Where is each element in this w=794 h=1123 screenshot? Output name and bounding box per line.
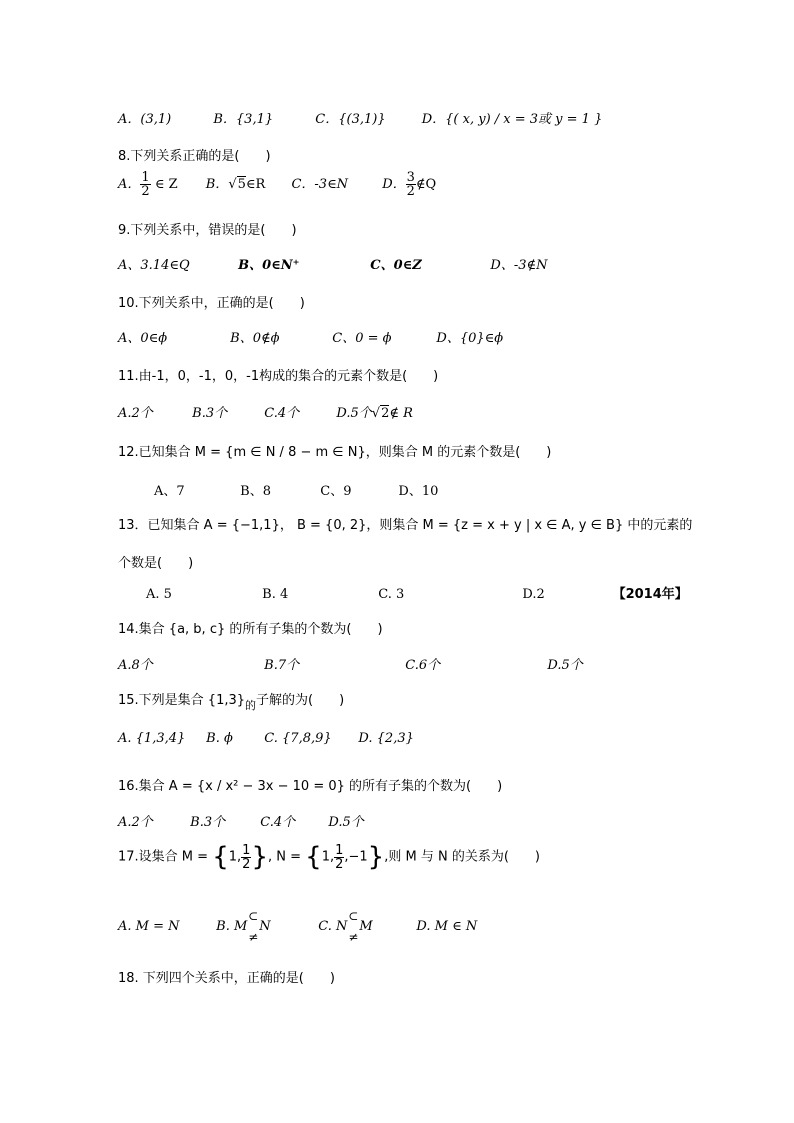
q13-option-a: A. 5 [146, 587, 172, 602]
q15-option-d: D. {2,3} [358, 731, 414, 746]
q17-m-num: 1 [242, 842, 251, 858]
q17-options [118, 909, 478, 944]
q17-b-end: N [259, 919, 271, 934]
q8-a-rest: ∈ Z [154, 177, 178, 192]
q10-option-a: A、0∈ϕ [118, 331, 168, 346]
q17-n-one: 1, [321, 849, 335, 865]
q11-option-a: A.2个 [118, 406, 153, 421]
q12-option-b: B、8 [240, 484, 271, 499]
year-tag: 【2014年】 [612, 587, 688, 602]
q16-option-c: C.4个 [260, 815, 296, 830]
q8-option-b [206, 173, 266, 192]
q11-option-c: C.4个 [264, 406, 300, 421]
q15-option-a: A. {1,3,4} [118, 731, 186, 746]
q17-n-rest: ,−1 [344, 849, 368, 865]
q17-n-den: 2 [335, 856, 344, 872]
q14-option-b: B.7个 [264, 658, 300, 673]
q7-option-d: D．{( x, y) / x = 3或 y = 1 } [421, 112, 603, 127]
q8-b-rest: ∈R [245, 177, 266, 192]
q11-options [118, 402, 413, 421]
q7-option-a: A．(3,1) [118, 112, 172, 127]
q15-stem-start: 15.下列是集合 {1,3} [118, 693, 246, 708]
q15-option-c: C. {7,8,9} [264, 731, 332, 746]
q9-option-b: B、0∈N⁺ [238, 258, 300, 273]
q17-n-close-brace: } [367, 842, 385, 872]
q17-m-fraction [241, 844, 251, 871]
q17-c-neq: ≠ [348, 930, 359, 944]
q8-a-label: A． [118, 177, 141, 192]
q10-option-b: B、0∉ϕ [230, 331, 280, 346]
q9-option-d: D、-3∉N [490, 258, 548, 273]
q17-m-close-brace: } [251, 842, 268, 872]
q9-option-c: C、0∈Z [370, 258, 422, 273]
q15-options [118, 731, 414, 746]
q13-option-c: C. 3 [378, 587, 405, 602]
q13-stem-line2: 个数是( ) [118, 556, 194, 571]
q15-stem [118, 689, 345, 712]
q15-option-b: B. ϕ [206, 731, 233, 746]
q8-a-fraction [140, 171, 150, 198]
q12-stem: 12.已知集合 M = {m ∈ N / 8 − m ∈ N}，则集合 M 的元素个数是( ) [118, 445, 552, 460]
q13-stem: 13．已知集合 A = {−1,1}， B = {0, 2}，则集合 M = {z = x + y | x ∈ A, y ∈ B} 中的元素的 [118, 518, 693, 533]
q8-d-label: D． [382, 177, 406, 192]
q14-stem: 14.集合 {a, b, c} 的所有子集的个数为( ) [118, 622, 383, 637]
q10-option-d: D、{0}∈ϕ [436, 331, 504, 346]
q8-a-num: 1 [141, 170, 150, 185]
q17-stem [118, 842, 540, 872]
q9-option-a: A、3.14∈Q [118, 258, 190, 273]
q7-option-c: C．{(3,1)} [315, 112, 386, 127]
q14-option-a: A.8个 [118, 658, 153, 673]
q17-b-subset: ⊂ [248, 909, 259, 923]
q17-c-subset-neq [347, 909, 359, 944]
q17-n-open-brace: { [305, 842, 322, 872]
q15-stem-sub: 的 [245, 699, 257, 712]
q11-d-sqrt: √2 [371, 406, 390, 421]
q12-option-a: A、7 [154, 484, 185, 499]
q8-stem: 8.下列关系正确的是( ) [118, 149, 271, 164]
q9-stem: 9.下列关系中，错误的是( ) [118, 223, 297, 238]
q17-option-d: D. M ∈ N [416, 919, 478, 934]
q8-b-label: B． [205, 177, 229, 192]
q17-mid: , N = [267, 849, 301, 865]
q8-option-a [118, 171, 178, 198]
q17-n-num: 1 [335, 842, 344, 858]
q11-stem: 11.由-1，0，-1，0，-1构成的集合的元素个数是( ) [118, 369, 439, 384]
q10-option-c: C、0 = ϕ [332, 331, 392, 346]
q17-c-label: C. N [318, 919, 348, 934]
q16-option-d: D.5个 [328, 815, 364, 830]
q17-c-subset: ⊂ [348, 909, 359, 923]
q12-option-d: D、10 [398, 484, 439, 499]
q11-option-b: B.3个 [192, 406, 228, 421]
q16-option-b: B.3个 [190, 815, 226, 830]
q16-options [118, 811, 364, 830]
q14-option-d: D.5个 [547, 658, 583, 673]
q17-b-subset-neq [247, 909, 259, 944]
q17-stem-start: 17.设集合 M = [118, 849, 209, 865]
q12-option-c: C、9 [320, 484, 352, 499]
q17-b-neq: ≠ [248, 930, 259, 944]
q8-b-radicand: 5 [237, 177, 246, 192]
q16-option-a: A.2个 [118, 815, 153, 830]
q8-d-den: 2 [406, 184, 415, 199]
q17-m-den: 2 [242, 856, 251, 872]
q10-stem: 10.下列关系中，正确的是( ) [118, 296, 305, 311]
q17-b-label: B. M [216, 919, 248, 934]
q8-d-rest: ∉Q [415, 177, 437, 192]
q14-options [118, 654, 583, 673]
q8-d-fraction [406, 171, 416, 198]
q15-stem-end: 子解的为( ) [256, 693, 345, 708]
q17-option-c [318, 909, 412, 944]
q13-option-d: D.2 [522, 587, 545, 602]
q10-options [118, 327, 503, 346]
q12-options [154, 480, 438, 499]
q18-stem: 18. 下列四个关系中，正确的是( ) [118, 971, 335, 986]
q17-option-b [216, 909, 314, 944]
q8-option-c: C．-3∈N [291, 177, 349, 192]
q7-options [118, 108, 602, 127]
q17-n-fraction [334, 844, 344, 871]
q17-stem-end: ,则 M 与 N 的关系为( ) [384, 849, 540, 865]
q13-option-b: B. 4 [262, 587, 289, 602]
q8-a-den: 2 [141, 184, 150, 199]
q17-option-a: A. M = N [118, 919, 180, 934]
q16-stem: 16.集合 A = {x / x² − 3x − 10 = 0} 的所有子集的个数为( ) [118, 779, 503, 794]
q17-m-one: 1, [228, 849, 242, 865]
q8-options [118, 171, 436, 198]
q13-options [146, 583, 688, 602]
q14-option-c: C.6个 [405, 658, 441, 673]
q8-b-sqrt: √5 [228, 177, 246, 192]
q9-options [118, 254, 548, 273]
q7-option-b: B．{3,1} [213, 112, 274, 127]
q8-option-d [382, 171, 436, 198]
q11-option-d [336, 402, 413, 421]
q17-c-end: M [359, 919, 373, 934]
q17-m-open-brace: { [212, 842, 229, 872]
q11-d-radicand: 2 [381, 406, 390, 421]
q8-d-num: 3 [406, 170, 415, 185]
q11-d-rest: ∉ R [389, 406, 413, 421]
q11-d-label: D.5个 [336, 406, 372, 421]
